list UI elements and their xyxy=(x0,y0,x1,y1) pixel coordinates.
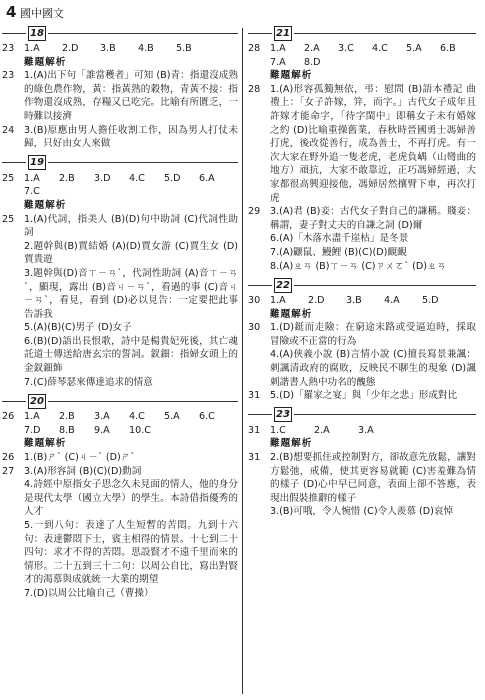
explanation-item xyxy=(2,335,238,376)
right-column xyxy=(248,22,476,522)
answer-cell: 6.B xyxy=(440,43,456,54)
explanation-text: 1.(A)代詞，指美人 (B)(D)句中助詞 (C)代詞性助詞 xyxy=(24,213,238,239)
running-title: 國中國文 xyxy=(20,7,64,20)
answer-cell: 2.B xyxy=(59,172,75,184)
explanation-item xyxy=(2,519,238,587)
section-tag: 19 xyxy=(28,155,46,170)
answer-cell: 3.C xyxy=(338,43,354,54)
question-number xyxy=(2,478,24,519)
section-tag: 20 xyxy=(28,394,46,409)
answer-row xyxy=(248,294,476,308)
section-23 xyxy=(248,406,476,519)
question-number xyxy=(2,335,24,376)
question-number xyxy=(248,348,270,389)
explanation-text: 7.(A)鼴鼠、鰻鯉 (B)(C)(D)靦靦 xyxy=(270,246,407,258)
column-divider xyxy=(242,28,243,694)
section-rule xyxy=(248,24,476,42)
answer-row xyxy=(2,172,238,199)
section-rule xyxy=(2,154,238,172)
answer-cell: 4.C xyxy=(129,172,145,184)
answer-cell: 7.C xyxy=(24,186,40,198)
answer-cell: 4.B xyxy=(138,43,154,54)
section-heading: 難題解析 xyxy=(24,438,67,450)
answer-cell: 7.A xyxy=(270,56,286,68)
page-number: 4 xyxy=(6,3,17,21)
explanation-item xyxy=(2,240,238,267)
section-18 xyxy=(2,24,238,151)
section-heading: 難題解析 xyxy=(24,199,67,211)
section-heading: 難題解析 xyxy=(270,438,313,450)
section-heading: 難題解析 xyxy=(270,308,313,320)
explanation-text: 1.(A)出下句「誰當穫者」可知 (B)青：指還沒成熟的綠色農作物，黃：指黃熟的穀物，青黃不接：指作物還沒成熟，存糧又已吃完。比喻有所匱乏，一時難以接濟 xyxy=(24,70,238,122)
question-number: 28 xyxy=(248,43,261,54)
question-number: 25 xyxy=(2,213,15,225)
explanation-item xyxy=(248,205,476,232)
section-19 xyxy=(2,154,238,390)
explanation-text: 4.詩經中原指女子思念久未見面的情人，他的身分是現代太學（國立大學）的學生。本詩借指優秀的人才 xyxy=(24,479,238,518)
answer-cell: 3.A xyxy=(94,411,110,423)
answer-cell: 4.C xyxy=(129,411,145,423)
explanation-text: 3.(A)君 (B)妾：古代女子對自己的謙稱。賤妾：稱謂，妻子對丈夫的自謙之詞 (D)爾 xyxy=(270,206,476,231)
answer-cell: 1.A xyxy=(270,43,286,54)
explanation-text: 2.題幹與(B)賈結婚 (A)(D)賈女游 (C)賈生女 (D)賈貴遊 xyxy=(24,240,238,266)
question-number: 31 xyxy=(248,390,261,402)
explanation-text: 3.(B)可哦，令人惋惜 (C)令人羨慕 (D)哀悼 xyxy=(270,506,454,518)
answer-cell: 6.A xyxy=(199,172,215,184)
question-number xyxy=(248,505,270,519)
question-number xyxy=(2,587,24,601)
question-number: 30 xyxy=(248,295,261,307)
explanation-item xyxy=(2,69,238,123)
explanation-text: 5.一到八句：表達了人生短暫的苦悶。九到十六句：表達鬱悶下士，賓主相得的情景。十七到二十四句：求才不得的苦悶。思設賢才不遠千里而來的情形。二十五到三十二句：以周公自比，寫出對賢才的渴慕與成就統一大業的期望 xyxy=(24,520,238,586)
explanation-text: 3.(B)原應由男人擔任收割工作，因為男人打仗未歸，只好由女人來做 xyxy=(24,124,238,150)
section-22 xyxy=(248,276,476,403)
explanation-text: 6.(A)「木落水盡千崖枯」是冬景 xyxy=(270,233,409,245)
question-number: 31 xyxy=(248,424,261,436)
explanation-text: 1.(D)鋌而走險：在窮途末路或受逼迫時，採取冒險或不正當的行為 xyxy=(270,322,476,347)
explanation-text: 1.(A)形容孤獨無依，弔：慰問 (B)語本禮記 曲禮上：「女子許嫁，笄，而字。」古代女子成年且許嫁才能命字，「待字閨中」即稱女子未有婚嫁之約 (D)比喻重操舊業，春秋時晉國勇士馮婦善打虎，後改從善行，成為善士，不再打虎。有一次大家在野外追一隻老虎，老虎負嵎（山彎曲的地方）頑抗，大家不敢靠近，正巧馮婦經過，大家都很高興迎接他，馮婦居然攘臂下車，再次打虎 xyxy=(270,83,476,204)
section-20 xyxy=(2,392,238,600)
question-number xyxy=(2,519,24,587)
explanation-item xyxy=(248,83,476,205)
explanation-item xyxy=(2,587,238,601)
answer-cell: 3.D xyxy=(94,172,111,184)
explanation-item xyxy=(248,451,476,505)
explanation-text: 6.(B)(D)語出長恨歌，詩中是楊貴妃死後，其亡魂託道士傳送給唐玄宗的誓詞。釵鈿：指婦女頭上的金釵鈿飾 xyxy=(24,335,238,375)
explanation-text: 8.(A)ㄓㄢ (B)ㄒㄧㄢ (C)ㄗㄨㄛˋ (D)ㄓㄢ xyxy=(270,260,447,272)
question-number: 31 xyxy=(248,452,261,464)
question-number: 26 xyxy=(2,452,15,464)
question-number: 28 xyxy=(248,83,261,95)
answer-cell: 5.B xyxy=(176,43,192,54)
section-21 xyxy=(248,24,476,273)
section-tag: 23 xyxy=(274,407,292,422)
section-rule xyxy=(248,276,476,294)
explanation-item xyxy=(2,124,238,151)
answer-cell: 2.D xyxy=(308,295,325,307)
answer-cell: 5.A xyxy=(164,411,180,423)
answer-cell: 1.A xyxy=(24,43,40,54)
explanation-item xyxy=(2,478,238,519)
explanation-item xyxy=(2,267,238,321)
answer-row xyxy=(2,410,238,437)
section-tag: 22 xyxy=(274,278,292,293)
answer-cell: 1.A xyxy=(270,295,286,307)
left-column xyxy=(2,22,238,604)
explanation-item xyxy=(248,321,476,348)
explanation-text: 7.(C)薛琴瑟來傳達追求的情意 xyxy=(24,376,153,388)
section-rule xyxy=(2,392,238,410)
question-number xyxy=(2,321,24,335)
answer-cell: 4.C xyxy=(372,43,388,54)
explanation-text: 5.(D)「羅家之宴」與「少年之悲」形成對比 xyxy=(270,390,458,402)
answer-cell: 2.A xyxy=(314,424,330,436)
explanation-item xyxy=(248,348,476,389)
answer-cell: 6.C xyxy=(199,411,215,423)
answer-cell: 2.D xyxy=(62,43,79,54)
explanation-text: 3.題幹與(D)音ㄒㄧㄢˋ，代詞性助詞 (A)音ㄒㄧㄢˋ，顯現，露出 (B)音ㄐㄧㄢˋ，看過的事 (C)音ㄐㄧㄢˋ，看見，看到 (D)必以見告：一定要把此事告訴我 xyxy=(24,267,238,320)
section-tag: 18 xyxy=(28,26,46,41)
explanation-item xyxy=(2,376,238,390)
answer-cell: 9.A xyxy=(94,424,110,436)
question-number xyxy=(248,260,270,274)
question-number xyxy=(248,232,270,246)
answer-cell: 1.C xyxy=(270,424,286,436)
section-heading: 難題解析 xyxy=(24,56,67,68)
explanation-text: 7.(D)以周公比喻自己（曹操） xyxy=(24,587,154,599)
question-number: 23 xyxy=(2,43,15,54)
explanation-text: 1.(B)ㄕˋ (C)ㄐㄧˋ (D)ㄕˋ xyxy=(24,452,136,464)
question-number: 24 xyxy=(2,124,15,136)
explanation-text: 4.(A)俠義小說 (B)言情小說 (C)擅長寫景兼諷：刺諷清政府的腐敗，反映民不聊生的現象 (D)諷刺諧書人熱中功名的醜態 xyxy=(270,349,476,388)
section-heading: 難題解析 xyxy=(270,70,313,82)
question-number: 25 xyxy=(2,172,15,184)
explanation-item xyxy=(2,213,238,240)
question-number xyxy=(2,376,24,390)
question-number: 23 xyxy=(2,70,15,82)
question-number: 26 xyxy=(2,411,15,423)
answer-cell: 10.C xyxy=(129,424,151,436)
answer-cell: 1.A xyxy=(24,172,40,184)
section-tag: 21 xyxy=(274,26,292,41)
explanation-item xyxy=(248,260,476,274)
answer-cell: 1.A xyxy=(24,411,40,423)
explanation-item xyxy=(248,246,476,260)
answer-row xyxy=(248,424,476,438)
section-rule xyxy=(2,24,238,42)
question-number: 29 xyxy=(248,206,261,218)
answer-cell: 3.B xyxy=(346,295,362,307)
answer-cell: 8.D xyxy=(304,56,321,68)
answer-row xyxy=(248,42,476,69)
answer-cell: 7.D xyxy=(24,424,41,436)
question-number: 27 xyxy=(2,465,15,477)
explanation-text: 5.(A)(B)(C)男子 (D)女子 xyxy=(24,322,132,334)
answer-cell: 5.D xyxy=(164,172,181,184)
explanation-item xyxy=(248,232,476,246)
question-number xyxy=(2,267,24,321)
answer-cell: 2.A xyxy=(304,43,320,54)
answer-cell: 8.B xyxy=(59,424,75,436)
explanation-item xyxy=(248,505,476,519)
answer-cell: 3.A xyxy=(358,424,374,436)
explanation-item xyxy=(2,321,238,335)
explanation-item xyxy=(2,465,238,479)
question-number xyxy=(248,246,270,260)
question-number: 30 xyxy=(248,322,261,334)
explanation-item xyxy=(2,451,238,465)
explanation-item xyxy=(248,389,476,403)
answer-row xyxy=(2,42,238,56)
answer-cell: 3.B xyxy=(100,43,116,54)
answer-cell: 5.D xyxy=(422,295,439,307)
explanation-text: 2.(B)想要抓住或控制對方，卻故意先放鬆，讓對方鬆弛，戒備，使其更容易就範 (C)害羞難為情的樣子 (D)心中早已同意，表面上卻不答應，表現出假裝推辭的樣子 xyxy=(270,452,476,504)
explanation-text: 3.(A)形容詞 (B)(C)(D)動詞 xyxy=(24,465,142,477)
question-number xyxy=(2,240,24,267)
answer-cell: 5.A xyxy=(406,43,422,54)
answer-cell: 4.A xyxy=(384,295,400,307)
section-rule xyxy=(248,406,476,424)
answer-cell: 2.B xyxy=(59,411,75,423)
